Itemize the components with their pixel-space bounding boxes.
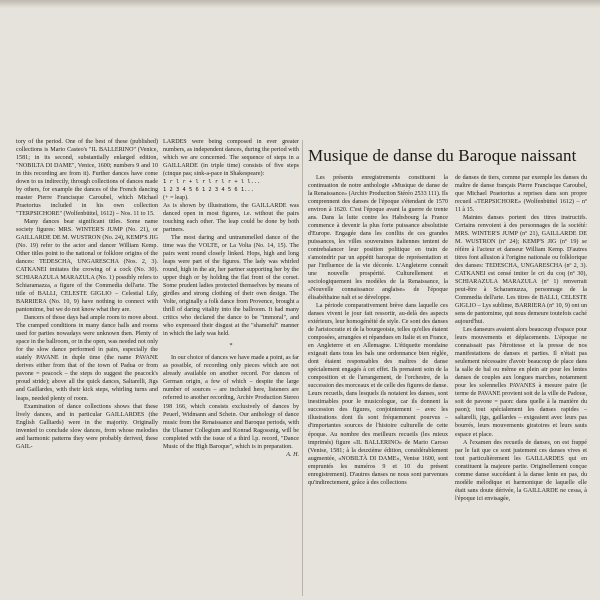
paragraph: The most daring and untrammelled dance of the time was the VOLTE, or La Volta (No. 14, 15). The pairs went round closely linked. Hops, high and long leaps were part of the figures. The lady was whirled round, high in the air, her partner supporting her by the upper thigh or by holding the flat front of the corset. Some prudent ladies protected themselves by means of girdles and strong clothing of their own design. The Volte, originally a folk dance from Provence, brought a thrill of daring vitality into the ballroom. It had many critics who declared the dance to be "immoral", and who expressed their disgust at the "shameful" manner in which the lady was held. (163, 235, 299, 338)
paragraph: In our choice of dances we have made a point, as far as possible, of recording only pieces which are not already available on another record. For dances of German origin, a few of which – despite the large number of sources – are included here, listeners are referred to another recording, Archiv Production Stereo 198 166, which consists exclusively of dances by Peuerl, Widmann and Schein. Our anthology of dance music from the Renaissance and Baroque periods, with the Ulsamer Collegium and Konrad Ragossnig, will be completed with the issue of a third l.p. record, "Dance Music of the High Baroque", which is in preparation. (163, 355, 299, 450)
author-initials: A. H. (286, 451, 299, 458)
page-top-edge (0, 0, 600, 8)
step-pattern-line: 1 r l r + l r l r l r + l l... (163, 179, 261, 186)
french-column-2 (455, 174, 587, 596)
french-column-1 (308, 174, 448, 596)
paragraph: de danses de tiers, comme par exemple les danses du maître de danse français Pierre Francisque Caroubel, que Michael Praetorius a reprises dans son propre recueil «TERPSICHORE» (Wolfenbüttel 1612) – nº 11 à 15. (455, 175, 587, 214)
english-column-1 (16, 138, 158, 598)
paragraph: LARDES were being composed in ever greater numbers, as independent dances, during the period with which we are concerned. The sequence of steps in a GAILLARDE (in triple time) consists of five steps (cinque pas; sink-a-pace in Shakespeare): (163, 139, 299, 178)
step-count-line: 1 2 3 4 5 6 1 2 3 4 5 6 1... (163, 187, 254, 194)
english-column-2 (163, 138, 299, 598)
paragraph: La période comparativement brève dans laquelle ces danses vivent le jour fait ressortir, au-delà des aspects extérieurs, leur homogénéité de style. Ce sont des danses de l'aristocratie et de la bourgeoisie, telles qu'elles étaient composées, arrangées et répandues en Italie et en France, en Angleterre et en Allemagne. L'étiquette mondaine exigeait dans tous les bals une ordonnance bien réglée, dont étaient responsables des maîtres de danse spécialement engagés à cet effet. Ils prenaient soin de la composition et de l'arrangement, de l'orchestre, de la succession des morceaux et de celle des figures de danse. Leurs recueils, dans lesquels ils notaient les danses, sont inestimables pour le musicologue, car ils donnent la succession des figures, conjointement – avec les illustrations dont ils sont fréquemment pourvus – d'importantes sources de l'histoire culturelle de cette époque. Au nombre des meilleurs recueils (les mieux imprimés) figure «IL BALLERINO» de Mario Caroso (Venise, 1581; à la deuxième édition, considérablement augmentée, «NOBILTÀ DI DAME», Venise 1600, sont empruntés les numéros 9 et 10 du présent enregistrement). D'autres danses ne nous sont parvenues qu'indirectement, grâce à des collections (308, 303, 448, 486)
paragraph: Maintes danses portent des titres instructifs. Certains renvoient à des personnages de la société: MRS. WINTER'S JUMP (nº 21), GAILLARDE DE M. WUSTRON (nº 24); KEMP'S JIG (nº 19) se réfère à l'acteur et danseur William Kemp. D'autres titres font allusion à l'origine nationale ou folklorique des danses: TEDESCHA, UNGARESCHA (nº 2, 3). CATKANEI est censé imiter le cri du coq (nº 30), SCHIARAZULA MARAZULA (nº 1) renverrait peut-être à Scharamuzza, personnage de la Commedia dell'arte. Les titres de BALLI, CELESTE GIGLIO – Lys sublime, BARRIERA (nº 10, 9) ont un sens de pantomime, qui nous demeure toutefois caché aujourd'hui. (455, 215, 587, 326)
paragraph: Examination of dance collections shows that these lively dances, and in particular GAILLARDES (the English Galliards) were in the majority. Originally invented to conclude slow dances, from whose melodies and harmonic patterns they were probably derived, these GAIL- (16, 403, 158, 450)
paragraph: Many dances bear significant titles. Some name society figures: MRS. WINTER'S JUMP (No. 21), or GAILLARDE DE M. WUSTRON (No. 24), KEMP'S JIG (No. 19) refer to the actor and dancer William Kemp. Other titles point to the national or folklore origins of the dances: TEDESCHA, UNGARESCHA (Nos. 2, 3). CATKANEI imitates the crowing of a cock (No. 30). SCHIARAZULA MARAZULA (No. 1) possibly refers to Schiaramazza, a figure of the Commedia dell'arte. The title of BALLI, CELESTE GIGLIO – Celestial Lily, BARRIERA (No. 10, 9) have nothing to connect with pantomime, but we do not know what they are. (16, 219, 158, 314)
column-divider (302, 140, 303, 596)
paragraph: A l'examen des recueils de danses, on est frappé par le fait que ce sont justement ces danses vives et tout particulièrement les GAILLARDES qui en constituent la majeure partie. Originellement conçue comme danse succédant à la danse lente en pas, du modèle mélodique et harmonique de laquelle elle était sans doute dérivée, la GAILLARDE ne cessa, à l'époque ici envisagée, (455, 439, 587, 502)
french-heading: Musique de danse du Baroque naissant (308, 146, 577, 165)
paragraph: tory of the period. One of the best of these (published) collections is Mario Casteo's "IL BALLERINO" (Venice, 1581; in its second, substantially enlarged edition, "NOBILTA DI DAME", Venice, 1600; numbers 9 and 10 in this recording are from it). Further dances have come down to us indirectly, through collections of dances made by others, for example the dances of the French dancing master Pierre Francisque Caroubel, which Michael Praetorius included in his own collection "TERPSICHORE" (Wolfenbüttel, 1612) – Nos. 11 to 15. (16, 139, 158, 218)
paragraph: Les danseurs avaient alors beaucoup d'espace pour leurs mouvements et déplacements. L'époque ne connaissait pas l'étroitesse et la presse de nos manifestations de danses et parties. Il n'était pas seulement nécessaire d'avoir beaucoup de place dans la salle de bal ou même en plein air pour les lentes danses de couples aux longues marches, notamment pour les solennelles PAVANES à mesure paire (le terme de PAVANE provient soit de la ville de Padoue, soit de pavone = paon: dans quelle à la manière du paon); tout spécialement les danses rapides – saltarelli, jigs, gaillardes – exigeaient avec leurs pas bourrés, leurs mouvements giratoires et leurs sauts espace et place. (455, 327, 587, 438)
section-divider: * (229, 343, 233, 350)
paragraph: As is shown by illustrations, the GAILLARDE was danced open in most figures, i.e. without the pairs touching each other. The leap could be done by both partners. (163, 203, 299, 234)
paragraph: Dancers of those days had ample room to move about. The cramped conditions in many dance halls and rooms used for parties nowadays were unknown then. Plenty of space in the ballroom, or in the open, was needed not only for the slow dance performed in pairs, especially the stately PAVANE in duple time (the name PAVANE derives either from that of the town of Padua or from pavone = peacock – the steps do suggest the peacock's proud stride); above all the quick dances, Saltarelli, Jigs and Gaillardes, with their kick steps, whirling turns and leaps, needed plenty of room. (16, 315, 158, 402)
leap-legend: (+ = leap). (163, 195, 189, 202)
paragraph: Les présents enregistrements constituent la continuation de notre anthologie «Musique de danse de la Renaissance» (Archiv Production Stéréo 2533 111). Ils comprennent des danses de l'époque s'étendant de 1570 environ à 1620. C'est l'époque avant la guerre de trente ans. Dans la lutte contre les Habsbourg la France commence à devenir la plus forte puissance absolutiste d'Europe. Engagée dans les conflits de ces grandes puissances, les villes souveraines italiennes tentent de contrebalancer leur position politique en train de s'amoindrir par un appétit baroque de représentation et par l'influence de la vie décorée. L'Angleterre connaît une nouvelle prospérité. Culturellement et sociologiquement les modèles de la Renaissance, la «Nouvelle connaissance anglaise» de l'époque élisabéthaine naît et se développe. (308, 175, 448, 302)
